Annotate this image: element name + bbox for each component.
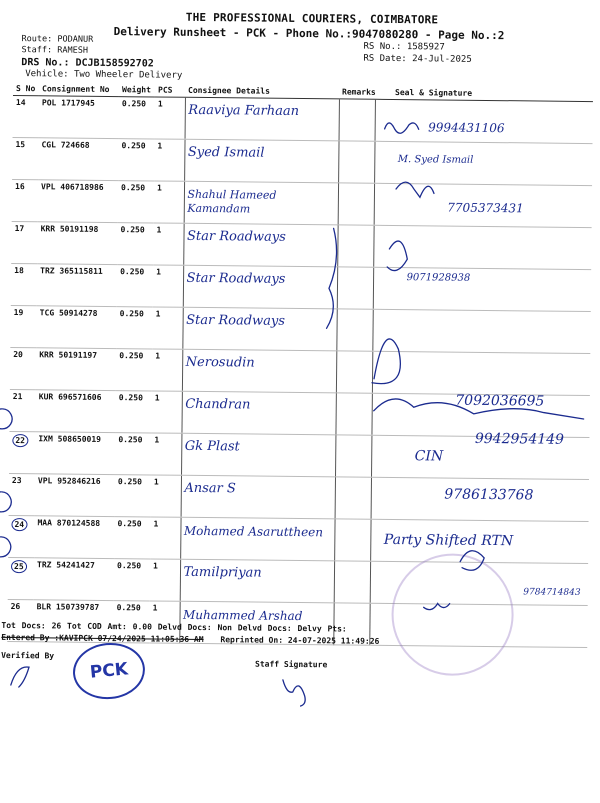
consignee-handwriting: Tamilpriyan (183, 564, 262, 581)
row-pcs: 1 (154, 181, 184, 223)
row-consignee (182, 307, 336, 351)
row-remarks (335, 477, 371, 519)
row-sno: 23 (9, 473, 35, 515)
header-consignment: Consignment No (39, 81, 119, 96)
row-sno: 18 (11, 263, 37, 305)
signature-handwriting: 9071928938 (406, 272, 471, 284)
row-consignee (185, 97, 339, 141)
header-pcs: PCS (155, 82, 185, 97)
row-signature (373, 267, 591, 311)
row-consignment: VPL 952846216 (35, 474, 115, 517)
staff-signature-label: Staff Signature (254, 659, 328, 670)
row-consignment: IXM 508650019 (35, 432, 115, 475)
verified-by-label: Verified By (1, 650, 55, 661)
row-pcs: 1 (151, 475, 181, 517)
signature-handwriting: M. Syed Ismail (397, 154, 474, 166)
row-pcs: 1 (152, 307, 182, 349)
row-signature (375, 99, 593, 143)
row-pcs: 1 (153, 265, 183, 307)
row-weight: 0.250 (118, 139, 154, 181)
consignee-handwriting: Raaviya Farhaan (188, 102, 300, 119)
reprinted-on: Reprinted On: 24-07-2025 11:49:26 (220, 635, 380, 646)
row-consignee (180, 517, 334, 561)
row-remarks (337, 225, 373, 267)
row-sno: 21 (9, 389, 35, 431)
row-consignment: KRR 50191198 (37, 222, 117, 265)
consignee-handwriting: Syed Ismail (187, 144, 265, 161)
consignee-handwriting: Gk Plast (184, 438, 240, 455)
table-row (13, 95, 593, 143)
row-remarks (334, 519, 370, 561)
table-row (11, 221, 591, 269)
row-consignee (183, 223, 337, 267)
row-remarks (338, 141, 374, 183)
cin-note: CIN (414, 448, 444, 465)
row-pcs: 1 (153, 223, 183, 265)
row-remarks (335, 393, 371, 435)
staff-signature-mark (283, 680, 306, 706)
route-label: Route: PODANUR (21, 34, 94, 45)
row-weight: 0.250 (116, 349, 152, 391)
table-row (12, 179, 592, 227)
row-pcs: 1 (151, 391, 181, 433)
row-sno: 16 (12, 179, 38, 221)
header-consignee: Consignee Details (185, 83, 339, 99)
row-pcs: 1 (150, 559, 180, 601)
header-remarks: Remarks (339, 84, 375, 99)
row-signature (374, 141, 592, 185)
row-weight: 0.250 (117, 223, 153, 265)
table-row (10, 305, 590, 353)
drs-number: DRS No.: DCJB158592702 (21, 57, 154, 70)
row-signature (371, 477, 589, 521)
rs-number: RS No.: 1585927 (363, 41, 445, 53)
row-weight: 0.250 (115, 475, 151, 517)
row-consignment: KRR 50191197 (36, 348, 116, 391)
row-remarks (338, 183, 374, 225)
row-signature (371, 430, 589, 479)
row-sno: 26 (7, 599, 33, 641)
row-weight: 0.250 (114, 517, 150, 559)
row-pcs: 1 (154, 139, 184, 181)
row-pcs: 1 (150, 517, 180, 559)
row-remarks (336, 351, 372, 393)
company-title: THE PROFESSIONAL COURIERS, COIMBATORE (185, 10, 439, 27)
signature-handwriting: 9786133768 (444, 486, 534, 504)
row-sno (8, 515, 34, 557)
row-signature (370, 519, 588, 563)
rtn-note: Party Shifted RTN (383, 531, 514, 550)
circled-sno: 25 (11, 560, 27, 573)
table-row (9, 473, 589, 521)
row-weight: 0.250 (119, 97, 155, 139)
table-row (10, 347, 590, 395)
row-consignment: MAA 870124588 (34, 516, 114, 559)
row-sno: 19 (10, 305, 36, 347)
row-consignment: TCG 50914278 (36, 306, 116, 349)
runsheet-subtitle: Delivery Runsheet - PCK - Phone No.:9047080280 - Page No.:2 (113, 25, 505, 43)
rs-date: RS Date: 24-Jul-2025 (363, 53, 472, 65)
consignee-handwriting: Muhammed Arshad (182, 607, 303, 624)
row-weight: 0.250 (115, 391, 151, 433)
circled-sno: 22 (12, 434, 28, 447)
row-sno: 14 (13, 95, 39, 137)
table-row (8, 515, 588, 563)
signature-handwriting: 9994431106 (428, 120, 505, 136)
row-consignee (181, 391, 335, 435)
staff-label: Staff: RAMESH (21, 45, 89, 56)
consignee-handwriting: Chandran (185, 396, 251, 413)
signature-handwriting: 7705373431 (447, 200, 524, 216)
header-sno: S No (13, 81, 39, 96)
consignee-handwriting: Star Roadways (186, 270, 286, 287)
row-pcs: 1 (151, 433, 181, 475)
row-remarks (337, 267, 373, 309)
round-seal-stamp (391, 553, 514, 676)
row-remarks (336, 309, 372, 351)
row-sno: 17 (11, 221, 37, 263)
row-consignment: CGL 724668 (38, 138, 118, 181)
row-signature (372, 309, 590, 353)
row-weight: 0.250 (118, 181, 154, 223)
row-sno (8, 557, 34, 599)
consignee-handwriting: Nerosudin (185, 354, 255, 371)
consignee-handwriting: Ansar S (184, 480, 236, 497)
row-consignment: TRZ 365115811 (37, 264, 117, 307)
table-row (12, 137, 592, 185)
row-sno: 15 (12, 137, 38, 179)
consignee-handwriting: Shahul Hameed Kamandam (187, 187, 277, 216)
row-weight: 0.250 (114, 559, 150, 601)
vehicle-label: Vehicle: Two Wheeler Delivery (25, 69, 183, 81)
row-weight: 0.250 (116, 307, 152, 349)
header-weight: Weight (119, 82, 155, 97)
row-weight: 0.250 (117, 265, 153, 307)
row-consignee (181, 475, 335, 519)
row-consignment: TRZ 54241427 (34, 558, 114, 601)
row-consignment: VPL 406718986 (38, 180, 118, 223)
row-consignee (183, 265, 337, 309)
table-row (11, 263, 591, 311)
signature-handwriting: 7092036695 (455, 392, 545, 410)
row-signature (372, 351, 590, 395)
row-remarks (335, 435, 371, 477)
circled-sno: 24 (11, 518, 27, 531)
row-sno: 20 (10, 347, 36, 389)
row-consignment: POL 1717945 (39, 96, 119, 139)
row-consignee (182, 349, 336, 393)
row-consignment: BLR 150739787 (33, 600, 113, 643)
header-signature: Seal & Signature (375, 85, 593, 102)
consignee-handwriting: Star Roadways (186, 228, 286, 245)
consignee-handwriting: Star Roadways (186, 312, 286, 329)
row-weight: 0.250 (113, 601, 149, 643)
row-pcs: 1 (155, 97, 185, 139)
entered-by: Entered By :KAVIPCK 07/24/2025 11:05:36 AM (1, 632, 204, 645)
row-remarks (339, 99, 375, 141)
delivery-table (7, 81, 593, 648)
table-row (9, 431, 589, 479)
row-consignee (180, 559, 334, 603)
row-consignee (184, 139, 338, 183)
row-consignee (184, 181, 338, 225)
signature-handwriting: 9942954149 (474, 430, 565, 448)
row-pcs: 1 (152, 349, 182, 391)
verified-signature (11, 667, 29, 687)
signature-handwriting: 9784714843 (523, 587, 581, 598)
row-remarks (334, 561, 370, 603)
row-weight: 0.250 (115, 433, 151, 475)
row-consignment: KUR 696571606 (35, 390, 115, 433)
row-pcs: 1 (149, 601, 179, 643)
row-consignee (181, 433, 335, 477)
row-signature (374, 183, 592, 227)
totals-line: Tot Docs: 26 Tot COD Amt: 0.00 Delvd Docs: Non Delvd Docs: Delvy Pts: (1, 620, 347, 634)
consignee-handwriting: Mohamed Asaruttheen (183, 523, 324, 540)
row-sno (9, 431, 35, 473)
pck-stamp: PCK (70, 640, 147, 703)
row-signature (373, 225, 591, 269)
